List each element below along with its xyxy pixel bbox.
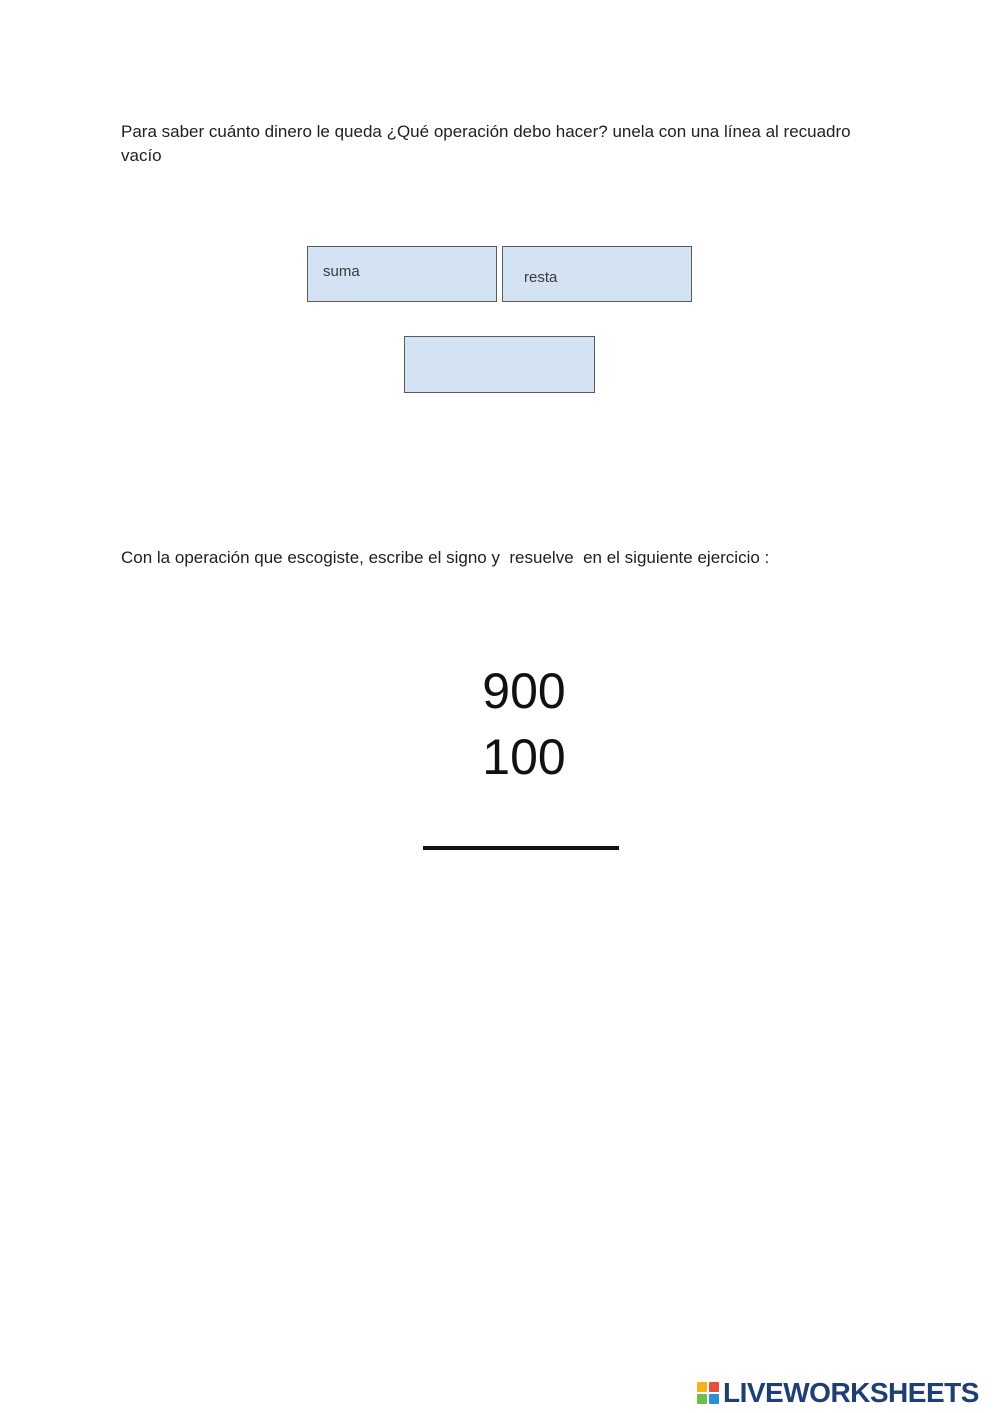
brand-name: LIVEWORKSHEETS xyxy=(723,1377,979,1408)
logo-tile xyxy=(697,1394,707,1404)
exercise-number-bottom: 100 xyxy=(482,729,566,785)
liveworksheets-logo-icon xyxy=(697,1382,719,1404)
option-label-suma: suma xyxy=(323,263,360,280)
empty-answer-box[interactable] xyxy=(404,336,595,393)
logo-tile xyxy=(697,1382,707,1392)
exercise-number-top: 900 xyxy=(482,663,566,719)
brand-footer xyxy=(697,1378,979,1408)
logo-tile xyxy=(709,1394,719,1404)
logo-tile xyxy=(709,1382,719,1392)
option-box-suma[interactable] xyxy=(307,246,497,302)
option-label-resta: resta xyxy=(524,269,558,286)
instruction-question: Para saber cuánto dinero le queda ¿Qué operación debo hacer? unela con una línea al recuadro vacío xyxy=(121,122,851,165)
answer-line[interactable] xyxy=(423,846,619,850)
instruction-exercise: Con la operación que escogiste, escribe el signo y resuelve en el siguiente ejercicio : xyxy=(121,548,770,567)
option-box-resta[interactable] xyxy=(502,246,692,302)
